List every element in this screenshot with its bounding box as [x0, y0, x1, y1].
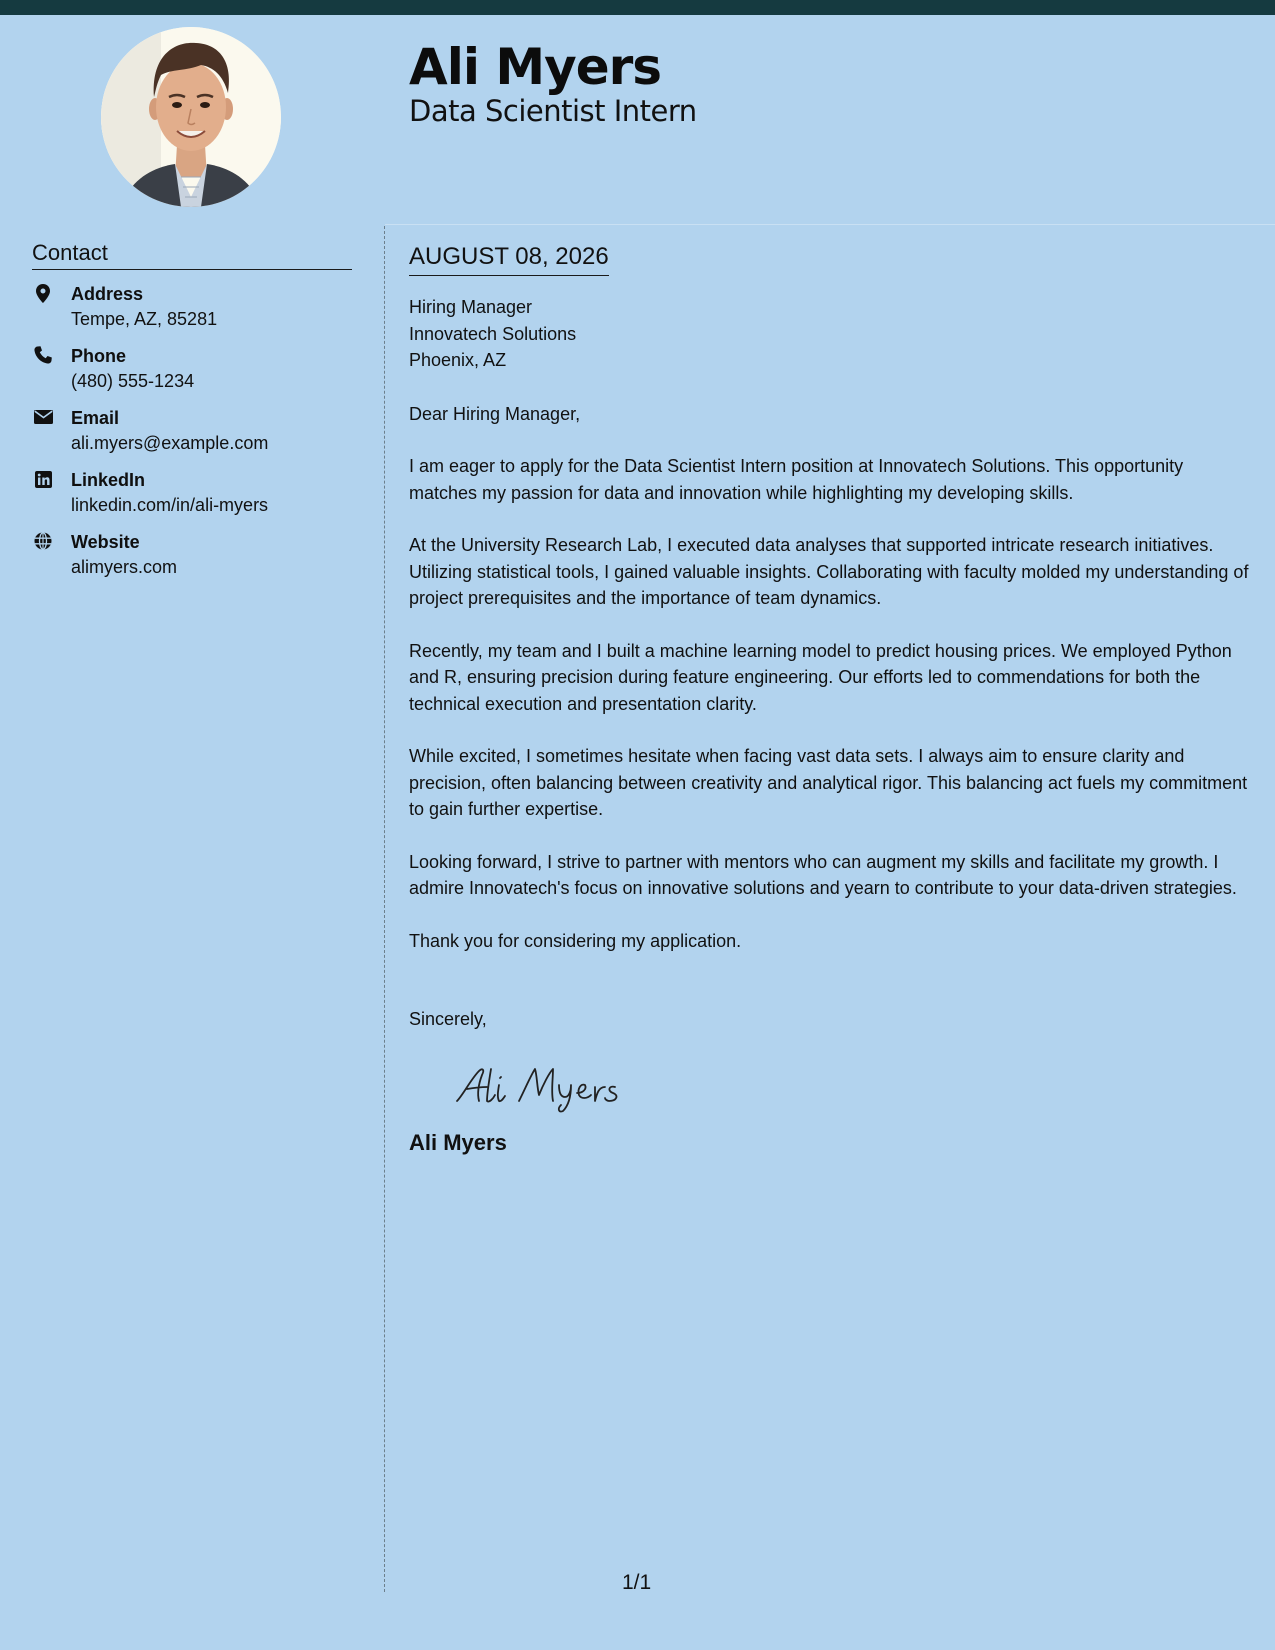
envelope-icon [33, 407, 53, 427]
contact-item-email [32, 406, 352, 456]
recipient-block [409, 294, 1255, 374]
letter-paragraph: At the University Research Lab, I executed data analyses that supported intricate research initiatives. Utilizing statistical tools, I gained valuable insights. Collaborating with faculty molded my understanding of project prerequisites and the importance of team dynamics. [409, 535, 1249, 608]
contact-item-phone [32, 344, 352, 394]
recipient-line: Hiring Manager [409, 297, 533, 317]
contact-sidebar [32, 240, 352, 592]
email-value: ali.myers@example.com [71, 433, 269, 453]
candidate-name: Ali Myers [409, 38, 662, 96]
phone-icon [33, 345, 53, 365]
closing: Sincerely, [409, 1009, 487, 1029]
address-value: Tempe, AZ, 85281 [71, 309, 218, 329]
letter-paragraph: I am eager to apply for the Data Scientist Intern position at Innovatech Solutions. This opportunity matches my passion for data and innovation while highlighting my developing skills. [409, 456, 1184, 503]
letter-paragraph: Thank you for considering my application. [409, 930, 742, 951]
page-number: 1/1 [622, 1571, 652, 1594]
contact-heading: Contact [32, 240, 352, 270]
map-pin-icon [33, 283, 53, 303]
salutation: Dear Hiring Manager, [409, 403, 581, 424]
letter-paragraph: Recently, my team and I built a machine learning model to predict housing prices. We employed Python and R, ensuring precision during feature engineering. Our efforts led to commendations for both the technical execution and presentation clarity. [409, 640, 1232, 714]
letter-paragraph: Looking forward, I strive to partner with mentors who can augment my skills and facilitate my growth. I admire Innovatech's focus on innovative solutions and yearn to contribute to your data-driven strategies. [409, 851, 1237, 898]
profile-photo [101, 27, 281, 207]
job-title: Data Scientist Intern [409, 94, 697, 128]
contact-item-address [32, 282, 352, 332]
profile-photo-illustration [101, 27, 281, 207]
letter-body [409, 243, 1255, 1156]
signer-name: Ali Myers [409, 1129, 507, 1155]
column-divider [384, 226, 385, 1592]
handwritten-signature [449, 1061, 649, 1113]
letter-paragraph: While excited, I sometimes hesitate when facing vast data sets. I always aim to ensure clarity and precision, often balancing between creativity and analytical rigor. This balancing act fuels my commitment to gain further expertise. [409, 746, 1248, 819]
linkedin-value: linkedin.com/in/ali-myers [71, 495, 269, 515]
recipient-line: Phoenix, AZ [409, 350, 507, 370]
header-block [409, 40, 697, 129]
top-accent-bar [0, 0, 1275, 15]
phone-label: Phone [71, 346, 127, 366]
linkedin-icon [33, 469, 53, 489]
header-divider [385, 224, 1275, 225]
recipient-line: Innovatech Solutions [409, 323, 577, 344]
contact-item-website [32, 530, 352, 580]
globe-icon [33, 531, 53, 551]
phone-value: (480) 555-1234 [71, 371, 195, 391]
letter-date: AUGUST 08, 2026 [409, 243, 609, 276]
address-label: Address [71, 284, 144, 304]
contact-item-linkedin [32, 468, 352, 518]
website-label: Website [71, 532, 140, 552]
email-label: Email [71, 408, 120, 428]
linkedin-label: LinkedIn [71, 470, 146, 490]
website-value: alimyers.com [71, 557, 178, 577]
